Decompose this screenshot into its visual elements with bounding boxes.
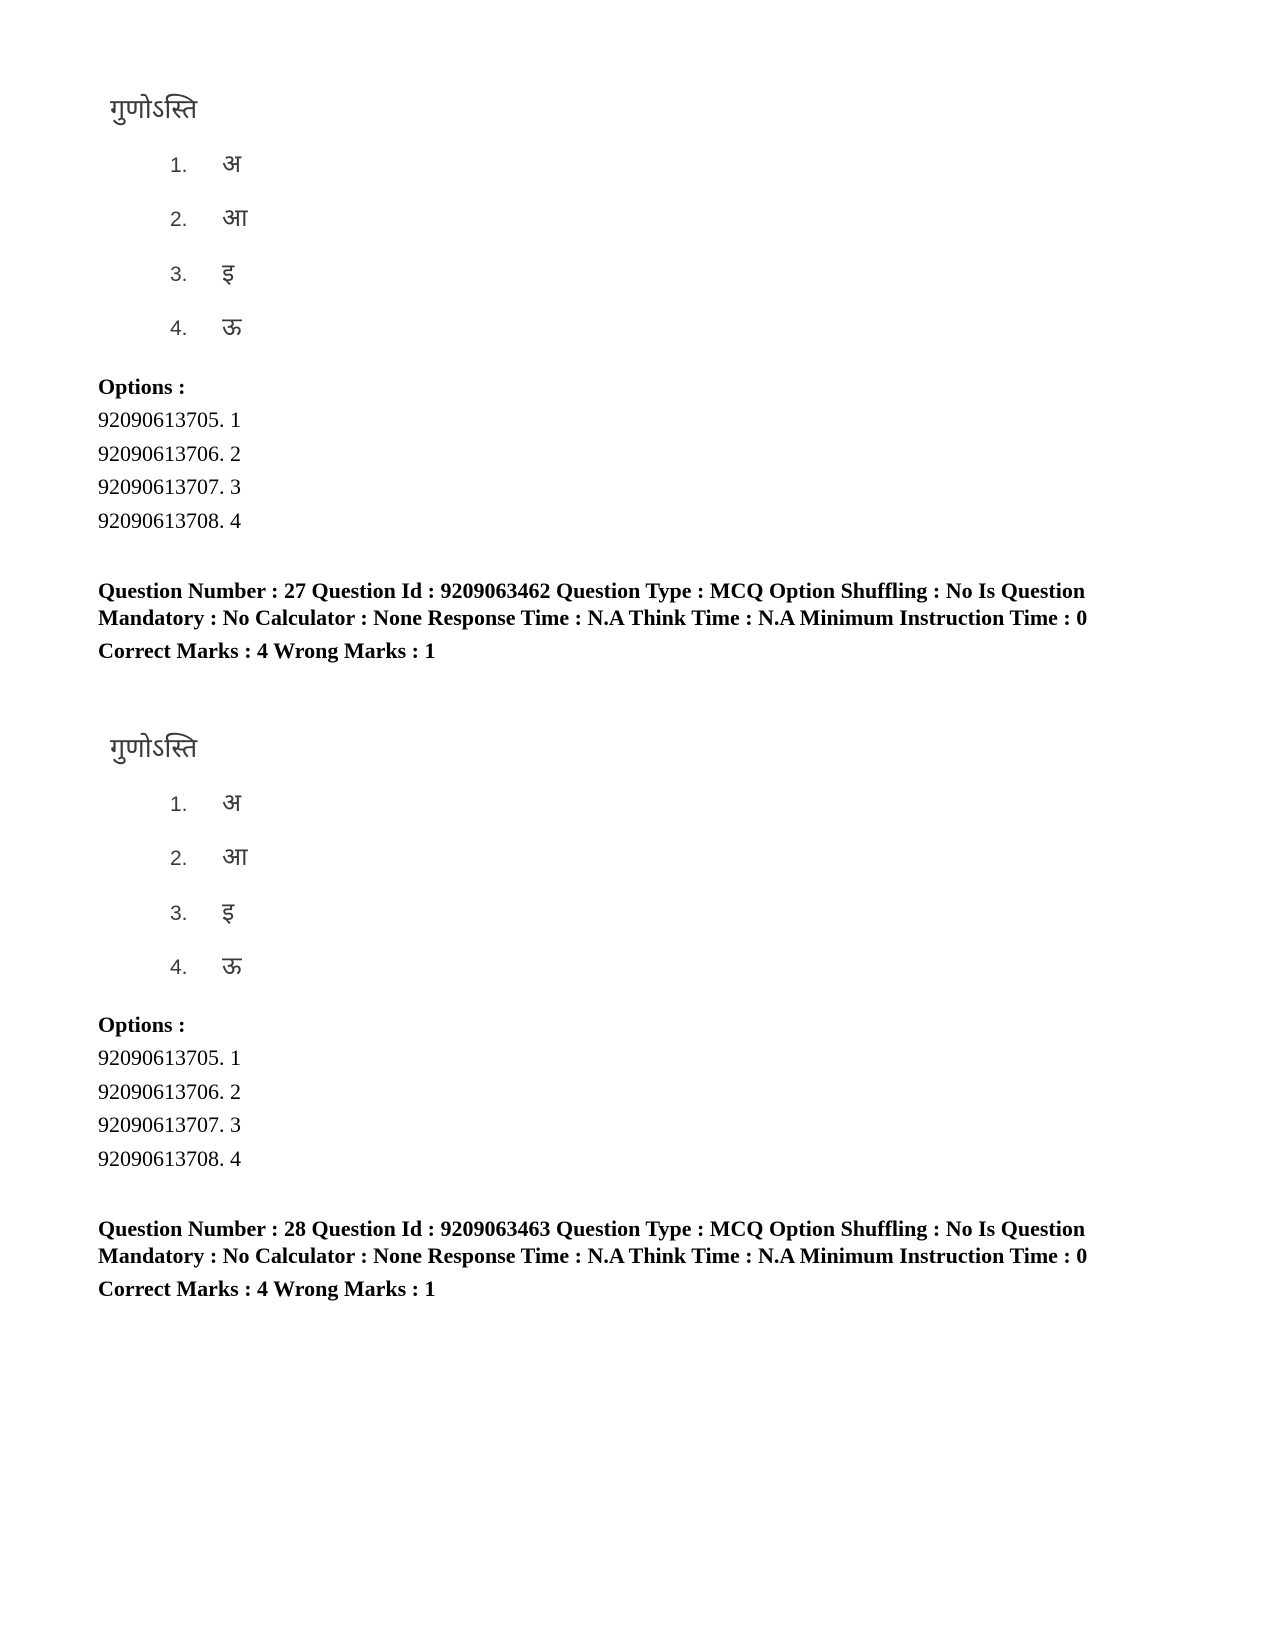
- option-line: 92090613707. 3: [98, 1112, 241, 1137]
- choice-text: आ: [222, 203, 248, 232]
- option-line: 92090613705. 1: [98, 407, 241, 432]
- choice-item: [170, 895, 234, 929]
- choice-number: 1.: [170, 793, 188, 816]
- choice-text: आ: [222, 842, 248, 871]
- choice-text: अ: [222, 788, 242, 817]
- choice-item: [170, 201, 248, 235]
- option-line: 92090613708. 4: [98, 1145, 241, 1171]
- options-list-2: [98, 1010, 998, 1177]
- options-list-1: [98, 372, 998, 539]
- choice-text: इ: [222, 897, 235, 926]
- question-stem: गुणोऽस्ति: [110, 733, 198, 764]
- choice-text: इ: [222, 258, 235, 287]
- choice-number: 3.: [170, 902, 188, 925]
- choice-item: [170, 256, 234, 290]
- choice-number: 4.: [170, 956, 188, 979]
- choice-item: [170, 147, 241, 181]
- option-line: 92090613706. 2: [98, 1078, 241, 1104]
- option-line: 92090613708. 4: [98, 507, 241, 533]
- choice-number: 4.: [170, 317, 188, 340]
- option-line: 92090613705. 1: [98, 1045, 241, 1070]
- choice-number: 3.: [170, 263, 188, 286]
- choice-item: [170, 949, 242, 983]
- options-label: Options :: [98, 1012, 186, 1037]
- option-line: 92090613706. 2: [98, 440, 241, 466]
- question-marks: Correct Marks : 4 Wrong Marks : 1: [98, 1276, 436, 1301]
- choice-item: [170, 310, 242, 344]
- question-stem: गुणोऽस्ति: [110, 94, 198, 125]
- choice-text: अ: [222, 149, 242, 178]
- question-header: Question Number : 27 Question Id : 9209063462 Question Type : MCQ Option Shuffling : No Is Question Mandatory : No Calculator : None Response Time : N.A Think Time : N.A Minimum Instruction Time : 0: [98, 578, 1088, 630]
- question-header: Question Number : 28 Question Id : 9209063463 Question Type : MCQ Option Shuffling : No Is Question Mandatory : No Calculator : None Response Time : N.A Think Time : N.A Minimum Instruction Time : 0: [98, 1216, 1088, 1268]
- options-label: Options :: [98, 374, 186, 399]
- choice-text: ऊ: [222, 312, 242, 341]
- question-meta-28: [98, 1215, 1138, 1302]
- choice-text: ऊ: [222, 951, 242, 980]
- question-meta-27: [98, 577, 1138, 664]
- choice-item: [170, 840, 248, 874]
- choice-number: 2.: [170, 208, 188, 231]
- question-marks: Correct Marks : 4 Wrong Marks : 1: [98, 638, 436, 663]
- choice-item: [170, 786, 241, 820]
- choice-number: 2.: [170, 847, 188, 870]
- question-image-1: [110, 93, 410, 383]
- question-image-2: [110, 732, 410, 1022]
- option-line: 92090613707. 3: [98, 474, 241, 499]
- choice-number: 1.: [170, 154, 188, 177]
